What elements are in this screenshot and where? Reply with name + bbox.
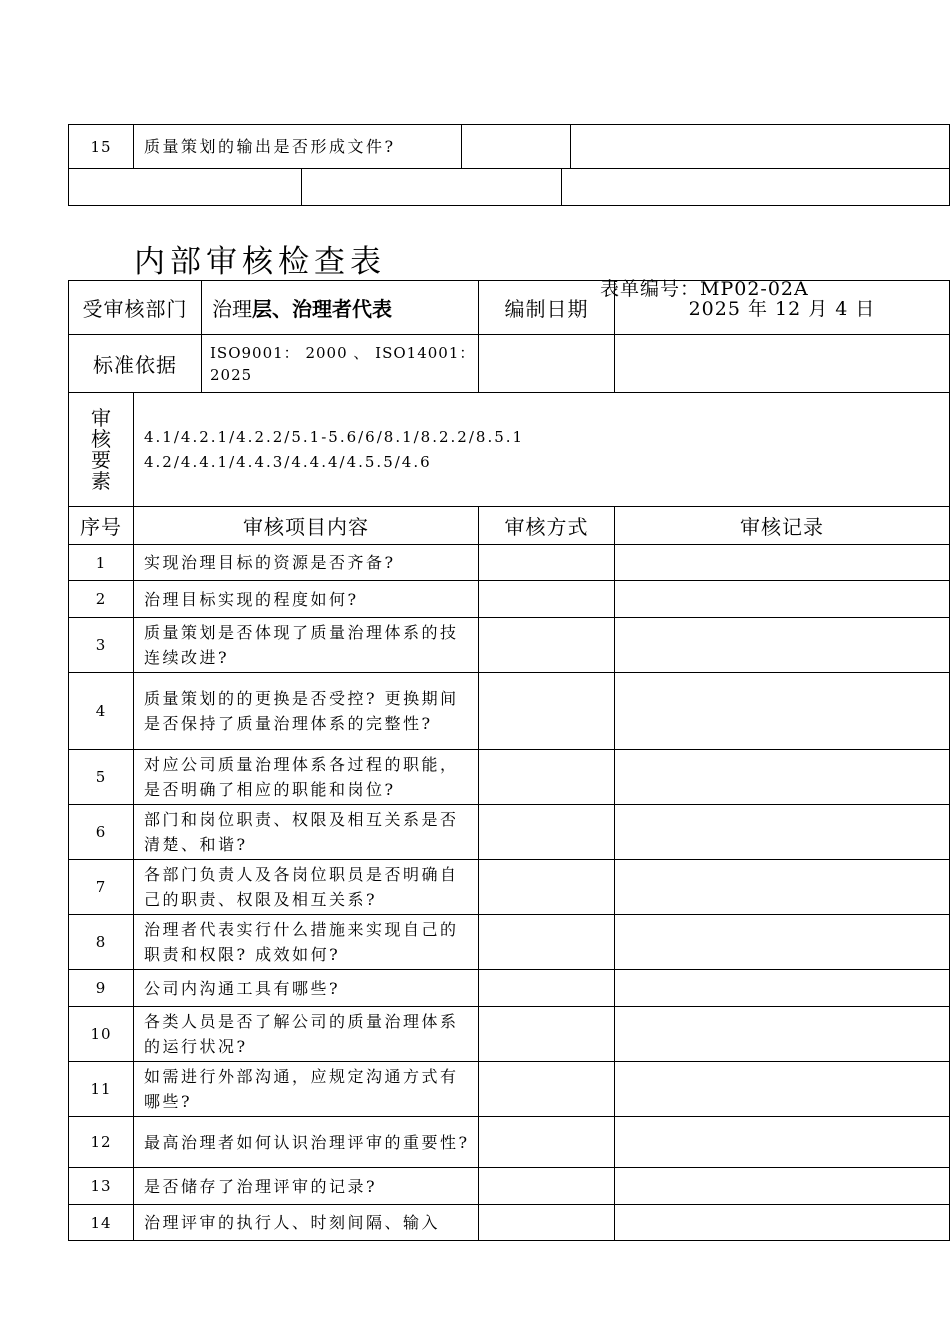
table-row	[69, 860, 950, 915]
row-number: 6	[69, 805, 134, 860]
row-record-cell	[615, 915, 950, 970]
row-item: 对应公司质量治理体系各过程的职能，是否明确了相应的职能和岗位?	[134, 750, 479, 805]
table-row	[69, 545, 950, 581]
elements-row	[69, 393, 950, 507]
elements-line: 4.1/4.2.1/4.2.2/5.1-5.6/6/8.1/8.2.2/8.5.1	[144, 427, 525, 446]
row-record-cell	[615, 1168, 950, 1205]
row-number: 14	[69, 1205, 134, 1241]
row-method-cell	[479, 860, 615, 915]
row-record-cell	[571, 125, 950, 169]
row-number: 3	[69, 618, 134, 673]
dept-value-b: 层、治理者代表	[252, 297, 392, 321]
row-method-cell	[479, 1117, 615, 1168]
blank-row-table	[68, 168, 950, 206]
elements-label-char: 要	[91, 447, 111, 472]
row-number: 2	[69, 581, 134, 618]
standard-row	[69, 335, 950, 393]
row-item: 各类人员是否了解公司的质量治理体系的运行状况?	[134, 1007, 479, 1062]
row-record-cell	[615, 1007, 950, 1062]
elements-label	[69, 393, 134, 507]
form-number: 表单编号：MP02-02A	[600, 278, 809, 300]
row-number: 7	[69, 860, 134, 915]
row-item: 最高治理者如何认识治理评审的重要性?	[134, 1117, 479, 1168]
row-record-cell	[615, 860, 950, 915]
row-record-cell	[615, 805, 950, 860]
row-number: 9	[69, 970, 134, 1007]
row-number: 12	[69, 1117, 134, 1168]
elements-label-char: 核	[91, 426, 111, 451]
row-item: 治理目标实现的程度如何?	[134, 581, 479, 618]
row-number: 11	[69, 1062, 134, 1117]
row-number: 13	[69, 1168, 134, 1205]
elements-label-char: 审	[91, 405, 111, 430]
row-method-cell	[479, 581, 615, 618]
checklist-table	[68, 280, 950, 1241]
row-number: 1	[69, 545, 134, 581]
row-record-cell	[615, 581, 950, 618]
table-row	[69, 1205, 950, 1241]
col-seq-header: 序号	[69, 507, 134, 545]
table-row	[69, 169, 950, 206]
row-item: 部门和岗位职责、权限及相互关系是否清楚、和谐?	[134, 805, 479, 860]
table-row	[69, 970, 950, 1007]
row-method-cell	[479, 1062, 615, 1117]
standard-label: 标准依据	[69, 335, 202, 393]
row-item: 质量策划的输出是否形成文件?	[134, 125, 462, 169]
table-row	[69, 673, 950, 750]
row-item: 治理评审的执行人、时刻间隔、输入	[134, 1205, 479, 1241]
row-item: 各部门负责人及各岗位职员是否明确自己的职责、权限及相互关系?	[134, 860, 479, 915]
page-title: 内部审核检查表	[134, 244, 386, 280]
row-method-cell	[479, 805, 615, 860]
row-method-cell	[479, 970, 615, 1007]
row-number: 8	[69, 915, 134, 970]
row-method-cell	[479, 915, 615, 970]
blank-cell	[69, 169, 302, 206]
row-record-cell	[615, 545, 950, 581]
date-value: 2025 年 12 月 4 日	[615, 281, 950, 335]
dept-value	[202, 281, 479, 335]
row-item: 如需进行外部沟通，应规定沟通方式有哪些?	[134, 1062, 479, 1117]
row-method-cell	[479, 618, 615, 673]
row-item: 质量策划是否体现了质量治理体系的技连续改进?	[134, 618, 479, 673]
row-method-cell	[479, 1007, 615, 1062]
elements-value	[134, 393, 950, 507]
table-row	[69, 1007, 950, 1062]
row-record-cell	[615, 618, 950, 673]
row-method-cell	[479, 545, 615, 581]
col-record-header: 审核记录	[615, 507, 950, 545]
table-row	[69, 805, 950, 860]
row-record-cell	[615, 1062, 950, 1117]
col-method-header: 审核方式	[479, 507, 615, 545]
table-row	[69, 1062, 950, 1117]
row-method-cell	[479, 673, 615, 750]
elements-line: 4.2/4.4.1/4.4.3/4.4.4/4.5.5/4.6	[144, 452, 432, 471]
blank-cell	[562, 169, 950, 206]
table-row	[69, 618, 950, 673]
row-item: 是否储存了治理评审的记录?	[134, 1168, 479, 1205]
row-number: 10	[69, 1007, 134, 1062]
row-item: 实现治理目标的资源是否齐备?	[134, 545, 479, 581]
table-row	[69, 125, 950, 169]
continuation-table	[68, 124, 950, 169]
table-row	[69, 750, 950, 805]
row-record-cell	[615, 673, 950, 750]
table-row	[69, 581, 950, 618]
row-record-cell	[615, 1117, 950, 1168]
row-method-cell	[479, 1168, 615, 1205]
row-number: 4	[69, 673, 134, 750]
dept-value-a: 治理	[212, 297, 252, 321]
row-number: 15	[69, 125, 134, 169]
row-item: 质量策划的的更换是否受控? 更换期间是否保持了质量治理体系的完整性?	[134, 673, 479, 750]
table-row	[69, 1168, 950, 1205]
blank-cell	[479, 335, 615, 393]
elements-label-char: 素	[91, 468, 111, 493]
dept-row	[69, 281, 950, 335]
row-number: 5	[69, 750, 134, 805]
checklist-rows	[69, 545, 950, 1241]
standard-value: ISO9001： 2000 、 ISO14001：2025	[202, 335, 479, 393]
row-method-cell	[479, 1205, 615, 1241]
row-method-cell	[462, 125, 571, 169]
row-record-cell	[615, 1205, 950, 1241]
row-item: 治理者代表实行什么措施来实现自己的职责和权限? 成效如何?	[134, 915, 479, 970]
column-header-row	[69, 507, 950, 545]
row-record-cell	[615, 750, 950, 805]
col-content-header: 审核项目内容	[134, 507, 479, 545]
row-method-cell	[479, 750, 615, 805]
table-row	[69, 915, 950, 970]
date-label: 编制日期	[479, 281, 615, 335]
table-row	[69, 1117, 950, 1168]
dept-label: 受审核部门	[69, 281, 202, 335]
row-record-cell	[615, 970, 950, 1007]
blank-cell	[302, 169, 562, 206]
blank-cell	[615, 335, 950, 393]
row-item: 公司内沟通工具有哪些?	[134, 970, 479, 1007]
